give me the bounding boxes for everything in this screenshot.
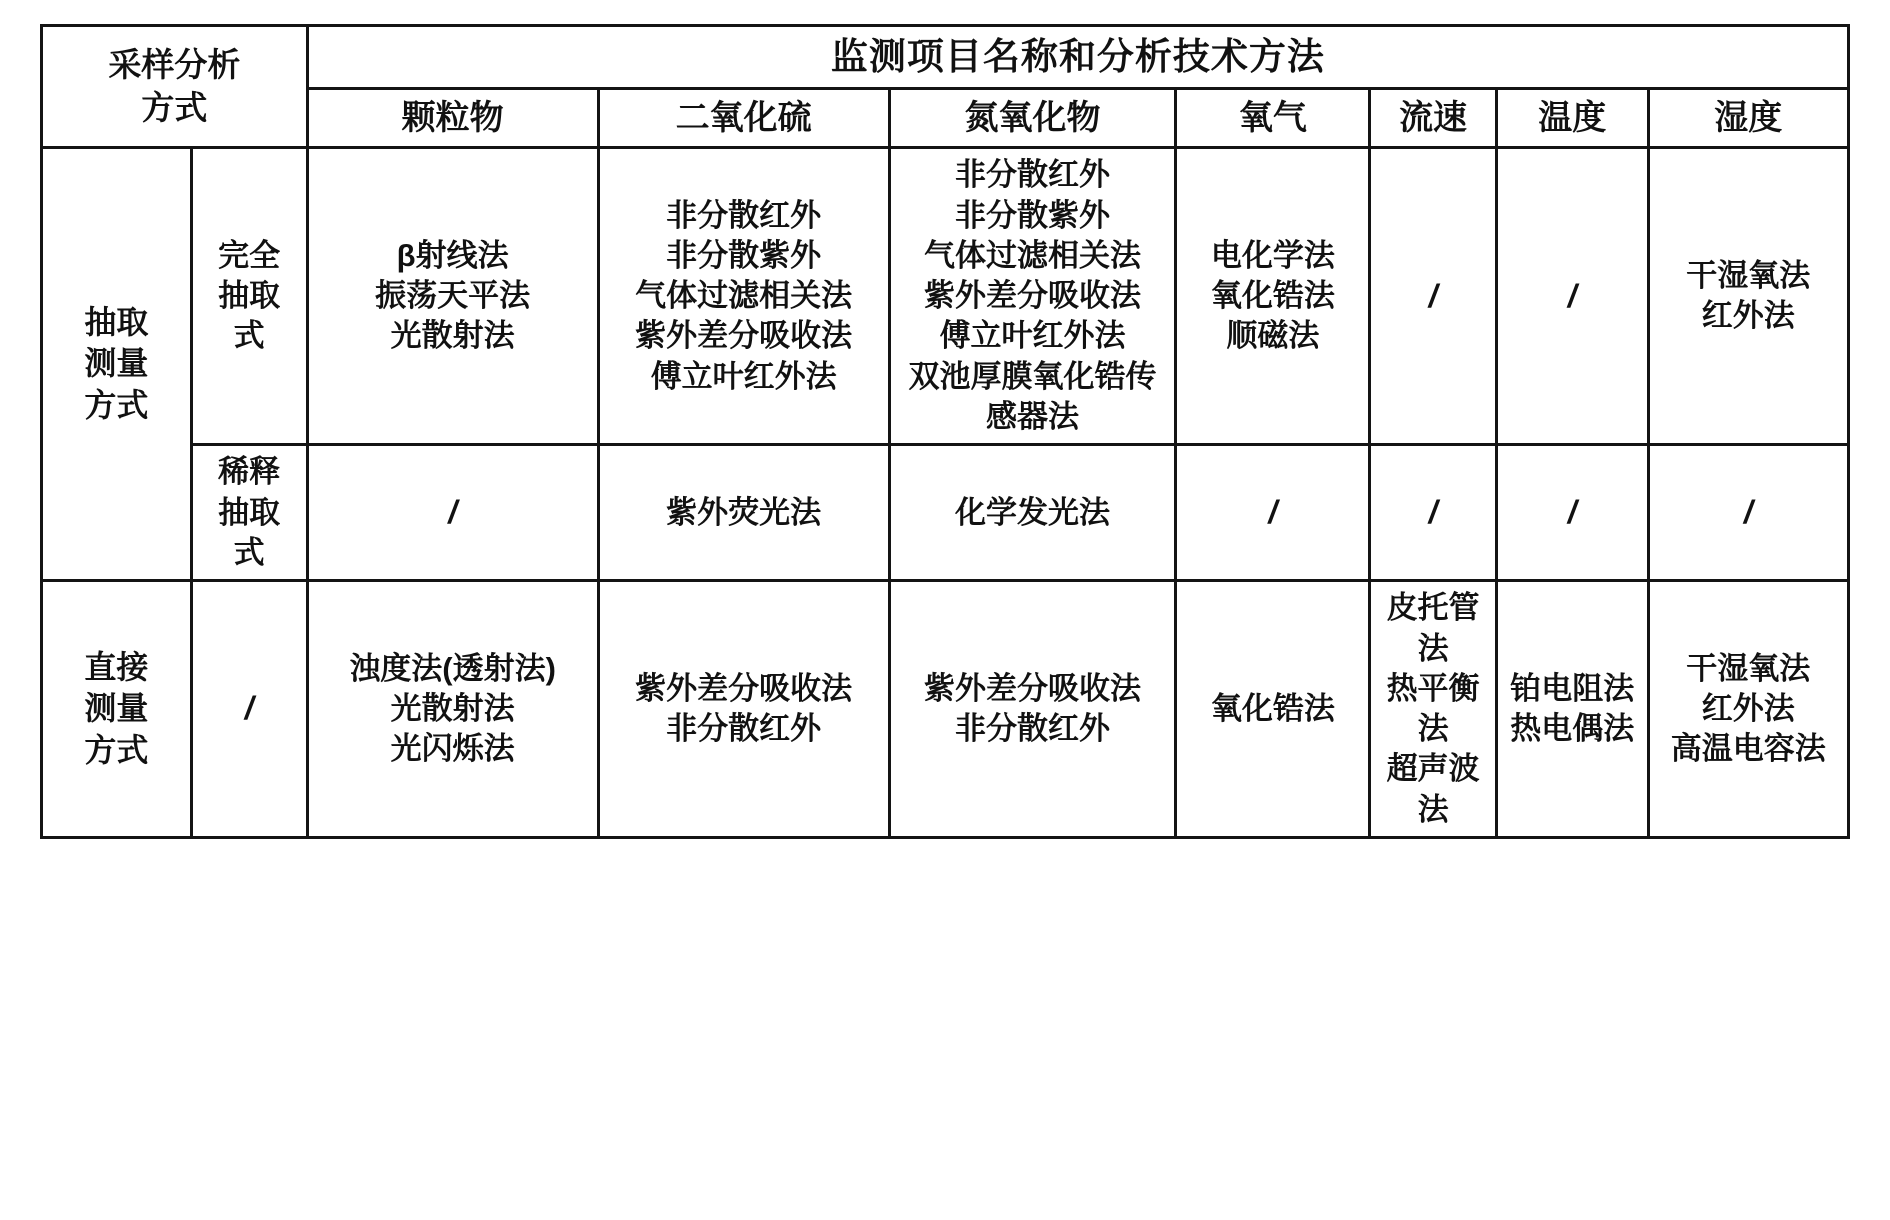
rowlabel-direct-measurement: 直接 测量 方式 [42, 581, 192, 838]
sublabel-complete-extractive: 完全 抽取 式 [191, 148, 307, 445]
header-param-nox: 氮氧化物 [889, 89, 1176, 148]
cell-nox-dilution-extractive: 化学发光法 [889, 445, 1176, 581]
header-param-particulate: 颗粒物 [307, 89, 598, 148]
monitoring-methods-table [40, 24, 1850, 839]
table-header-row-2 [42, 89, 1849, 148]
cell-so2-complete-extractive: 非分散红外 非分散紫外 气体过滤相关法 紫外差分吸收法 傅立叶红外法 [598, 148, 889, 445]
cell-particulate-complete-extractive: β射线法 振荡天平法 光散射法 [307, 148, 598, 445]
cell-humidity-dilution-extractive: / [1648, 445, 1848, 581]
sublabel-dilution-extractive: 稀释 抽取 式 [191, 445, 307, 581]
table-header-row-1 [42, 26, 1849, 89]
cell-humidity-complete-extractive: 干湿氧法 红外法 [1648, 148, 1848, 445]
rowlabel-extractive-mode: 抽取 测量 方式 [42, 148, 192, 581]
cell-nox-direct: 紫外差分吸收法 非分散红外 [889, 581, 1176, 838]
cell-humidity-direct: 干湿氧法 红外法 高温电容法 [1648, 581, 1848, 838]
header-param-so2: 二氧化硫 [598, 89, 889, 148]
cell-particulate-direct: 浊度法(透射法) 光散射法 光闪烁法 [307, 581, 598, 838]
table-row [42, 445, 1849, 581]
header-sampling-mode: 采样分析 方式 [42, 26, 308, 148]
cell-oxygen-dilution-extractive: / [1176, 445, 1370, 581]
cell-flow-complete-extractive: / [1370, 148, 1497, 445]
cell-temperature-complete-extractive: / [1496, 148, 1648, 445]
table-row [42, 148, 1849, 445]
cell-nox-complete-extractive: 非分散红外 非分散紫外 气体过滤相关法 紫外差分吸收法 傅立叶红外法 双池厚膜氧化锆传感器法 [889, 148, 1176, 445]
cell-temperature-direct: 铂电阻法 热电偶法 [1496, 581, 1648, 838]
cell-so2-dilution-extractive: 紫外荧光法 [598, 445, 889, 581]
header-group-title: 监测项目名称和分析技术方法 [307, 26, 1848, 89]
header-param-temperature: 温度 [1496, 89, 1648, 148]
cell-particulate-dilution-extractive: / [307, 445, 598, 581]
cell-so2-direct: 紫外差分吸收法 非分散红外 [598, 581, 889, 838]
cell-flow-dilution-extractive: / [1370, 445, 1497, 581]
header-param-flow: 流速 [1370, 89, 1497, 148]
sublabel-direct-measurement: / [191, 581, 307, 838]
cell-oxygen-complete-extractive: 电化学法 氧化锆法 顺磁法 [1176, 148, 1370, 445]
cell-oxygen-direct: 氧化锆法 [1176, 581, 1370, 838]
cell-flow-direct: 皮托管法 热平衡法 超声波法 [1370, 581, 1497, 838]
header-param-oxygen: 氧气 [1176, 89, 1370, 148]
header-param-humidity: 湿度 [1648, 89, 1848, 148]
table-row [42, 581, 1849, 838]
cell-temperature-dilution-extractive: / [1496, 445, 1648, 581]
